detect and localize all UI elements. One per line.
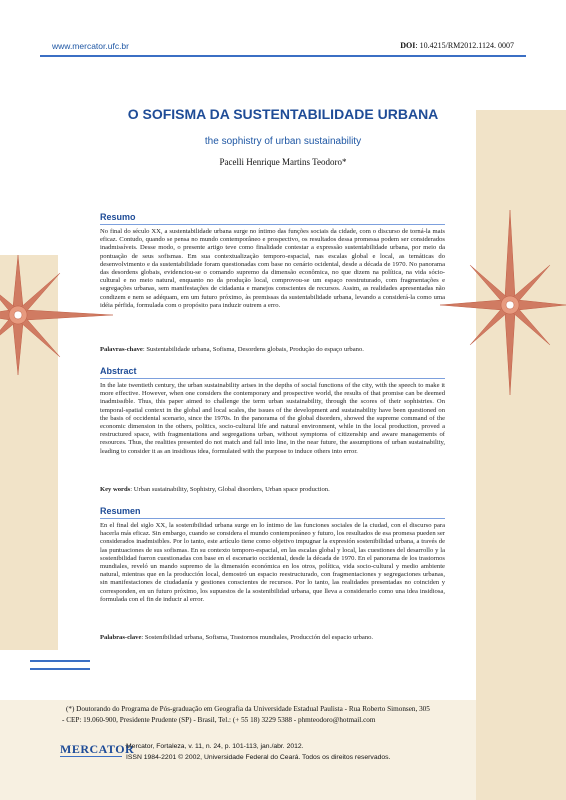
abstract-keywords-label: Key words [100, 486, 131, 493]
separator-short-2 [30, 668, 90, 670]
article-title: O SOFISMA DA SUSTENTABILIDADE URBANA [127, 106, 439, 122]
resumen-text: En el final del siglo XX, la sostenibilidad urbana surge en lo íntimo de las funciones sociales de la ciudad, con el discurso para hacerla más eficaz. Sin embargo, cuando se considera el mundo contemporáneo y futuro, los resultados de esa promesa pueden ser considerados inadmisibles. Por lo tanto, este artículo tiene como objetivo impugnar la expresión sostenibilidad urbana, a través de las puntuaciones de sus sofismas. En su contexto temporo-espacial, en las escalas global y local, las cuestiones del desarrollo y la sostenibilidad fueron cuestionadas con base en el escenario occidental, desde la década de 1970. En el panorama de los trastornos mundiales, reveló un mando supremo de la dimensión económica en los otros, política, vida socio-cultural y medio ambiente natural, mientras que en la producción local, demostró un espacio reestructurado, con fragmentaciones y segregaciones urbanas, sin manifestaciones de ciudadanía y gestiones conscientes de recursos. Por lo tanto, las realidades presentadas no coinciden y corresponden, en un futuro próximo, los supuestos de la sostenibilidad urbana, que lleva a considerarlo como una idea insidiosa, formulada con el fin de inducir al error. [100, 522, 445, 603]
journal-citation: Mercator, Fortaleza, v. 11, n. 24, p. 101-113, jan./abr. 2012. [126, 743, 304, 750]
resumen-keywords [100, 634, 445, 642]
abstract-rule [100, 378, 445, 379]
doi-label: DOI [400, 41, 416, 50]
resumo-text: No final do século XX, a sustentabilidade urbana surge no íntimo das funções sociais da cidade, com o discurso de torná-la mais eficaz. Contudo, quando se pensa no mundo contemporâneo e prospectivo, os resultados dessa promessa podem ser considerados inadmissíveis. Desse modo, o presente artigo teve como finalidade contestar a expressão sustentabilidade urbana, por meio da pontuação de seus sofismas. Em sua contextualização temporo-espacial, nas escalas global e local, as temáticas do desenvolvimento e da sustentabilidade foram questionadas com base no cenário ocidental, desde a década de 1970. No panorama das desordens globais, evidenciou-se o comando supremo da dimensão econômica, no que dizem na política, na vida sócio-cultural e no meio natural, enquanto no da produção local, comprovou-se um espaço reestruturado, com fragmentações e segregações urbanas, sem manifestações de cidadania e manejos conscientes de recursos. Assim, as realidades apresentadas não condizem e nem se adéquam, em um futuro próximo, às premissas da sustentabilidade urbana, levando a considerá-la como uma idéia pérfida, formulada com o propósito para induzir outrem a erro. [100, 228, 445, 309]
abstract-heading: Abstract [100, 366, 137, 376]
resumen-heading: Resumen [100, 506, 141, 516]
resumen-keywords-label: Palabras-clave [100, 634, 142, 641]
resumo-heading: Resumo [100, 212, 136, 222]
resumo-rule [100, 224, 445, 225]
resumen-rule [100, 518, 445, 519]
doi-value: : 10.4215/RM2012.1124. 0007 [415, 41, 514, 50]
author-footnote-line2: - CEP: 19.060-900, Presidente Prudente (SP) - Brasil, Tel.: (+ 55 18) 3229 5388 - phmteodoro@hotmail.com [62, 716, 376, 724]
resumo-keywords-text: : Sustentabilidade urbana, Sofisma, Desordens globais, Produção do espaço urbano. [142, 346, 364, 353]
article-subtitle: the sophistry of urban sustainability [204, 136, 362, 147]
journal-url[interactable]: www.mercator.ufc.br [52, 41, 129, 51]
separator-short-1 [30, 660, 90, 662]
header-rule [40, 55, 526, 57]
resumo-keywords [100, 346, 445, 354]
mercator-logo: MERCATOR [60, 742, 135, 756]
doi [400, 41, 514, 50]
abstract-text: In the late twentieth century, the urban sustainability arises in the depths of social functions of the city, with the speech to make it more effective. However, when one considers the contemporary and prospective world, the results of that promise can be deemed inadmissible. Thus, this paper aimed to challenge the term urban sustainability, through the scores of their sophistries. On temporal-spatial context in the global and local scales, the issues of the development and sustainability have been questioned on the basis of occidental scenario, since the 1970s. In the panorama of the global disorders, showed the supreme command of the economic dimension in the others, politics, socio-cultural life and natural environment, while in the local production, proved a restructured space, with fragmentations and segregations urban, without symptoms of citizenship and aware managements of resources. Thus, the realities presented do not match and fall into line, in the near future, the assumptions of urban sustainability, leading to consider it as an insidious idea, formulated with the purpose to induce others into error. [100, 382, 445, 455]
abstract-keywords-text: : Urban sustainability, Sophistry, Global disorders, Urban space production. [130, 486, 330, 493]
abstract-keywords [100, 486, 445, 494]
logo-underline [60, 756, 122, 757]
resumen-keywords-text: : Sostenibilidad urbana, Sofisma, Trastornos mundiales, Producción del espacio urbano. [141, 634, 374, 641]
resumo-keywords-label: Palavras-chave [100, 346, 143, 353]
journal-rights: ISSN 1984-2201 © 2002, Universidade Federal do Ceará. Todos os direitos reservados. [126, 754, 391, 761]
author-name: Pacelli Henrique Martins Teodoro* [219, 157, 347, 167]
compass-star-right-icon [430, 200, 566, 400]
author-footnote-line1: (*) Doutorando do Programa de Pós-graduação em Geografia da Universidade Estadual Paulista - Rua Roberto Simonsen, 305 [66, 705, 430, 713]
